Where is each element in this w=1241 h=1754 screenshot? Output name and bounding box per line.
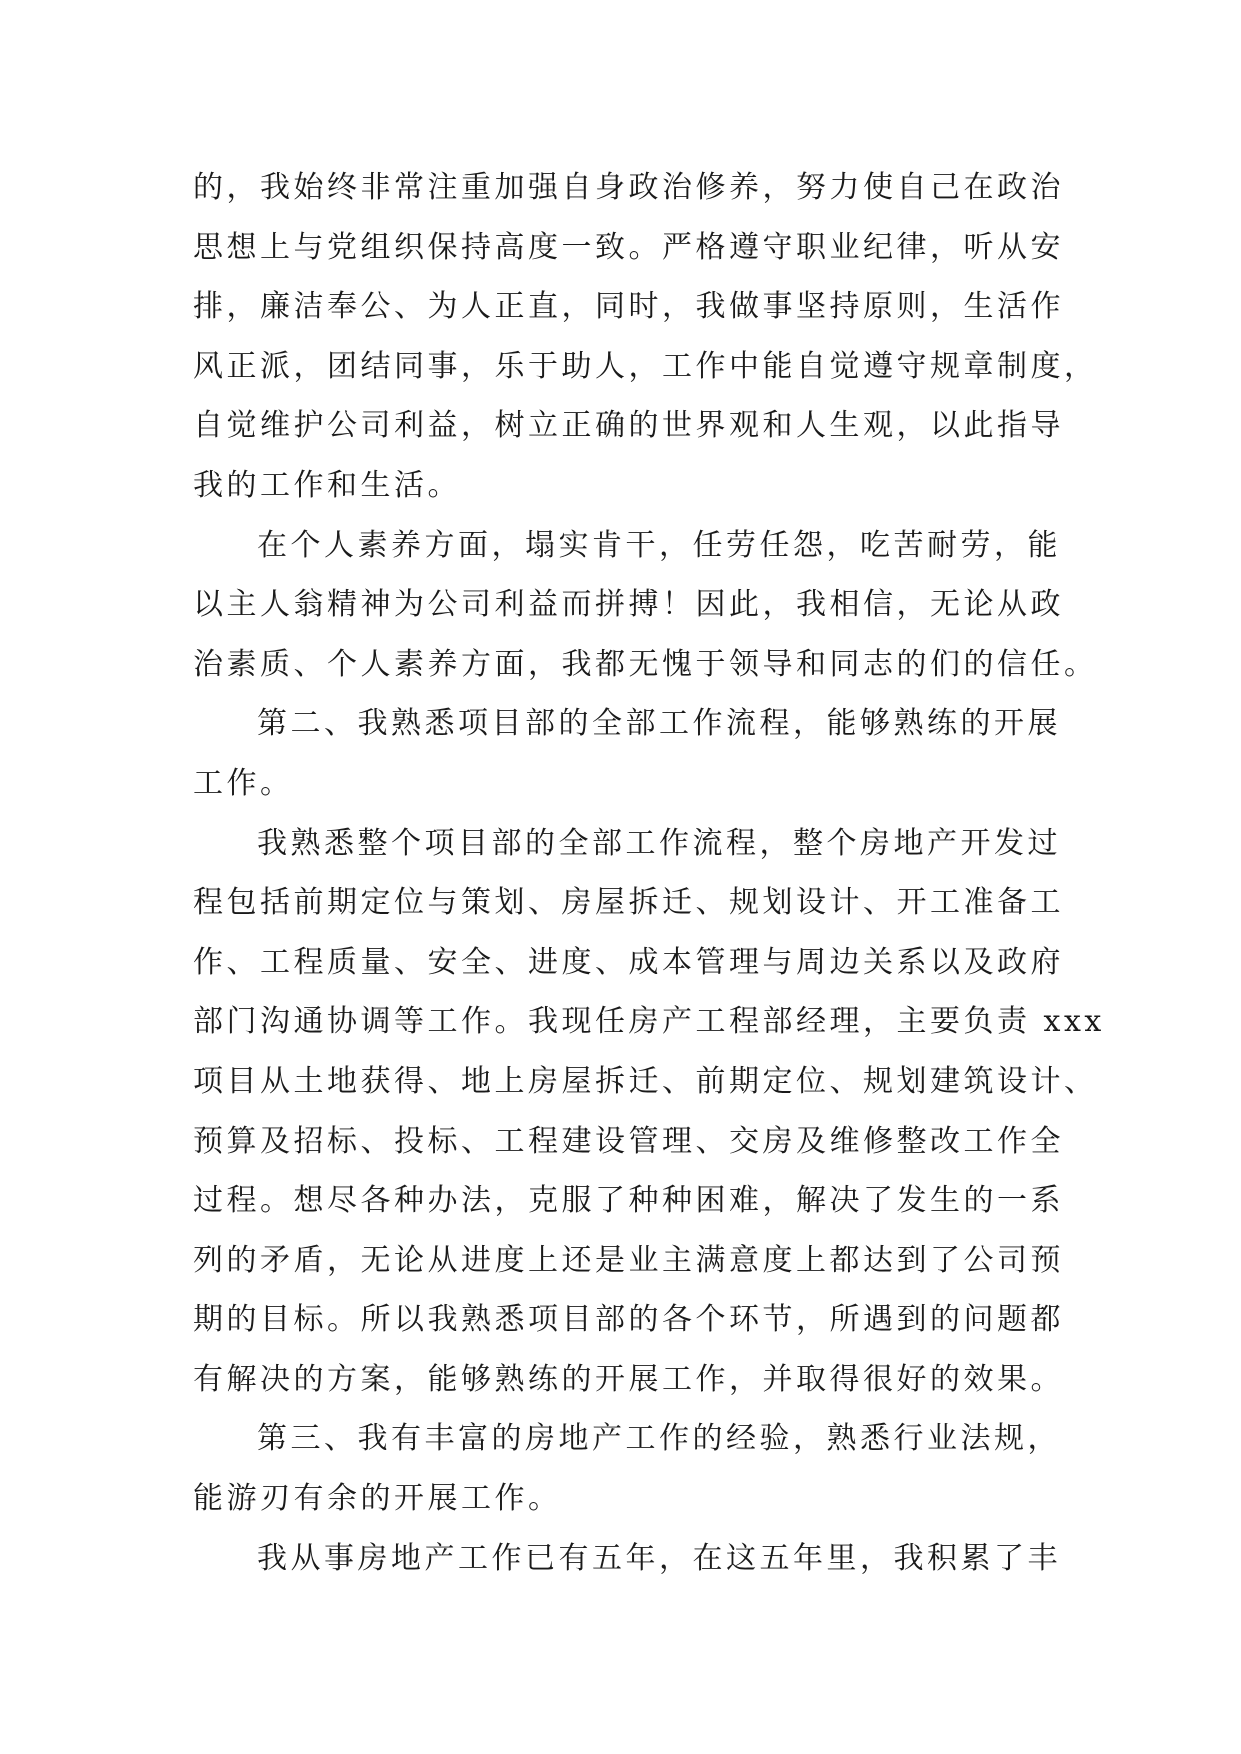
text-line: 我的工作和生活。 bbox=[193, 467, 461, 503]
text-line: 预算及招标、投标、工程建设管理、交房及维修整改工作全 bbox=[193, 1123, 1064, 1159]
body-text bbox=[193, 158, 1105, 1588]
text-line: 项目从土地获得、地上房屋拆迁、前期定位、规划建筑设计、 bbox=[193, 1063, 1098, 1099]
text-line: 排，廉洁奉公、为人正直，同时，我做事坚持原则，生活作 bbox=[193, 289, 1064, 325]
section-heading-line: 工作。 bbox=[193, 765, 294, 801]
text-line: 有解决的方案，能够熟练的开展工作，并取得很好的效果。 bbox=[193, 1361, 1064, 1397]
text-line: 作、工程质量、安全、进度、成本管理与周边关系以及政府 bbox=[193, 944, 1064, 980]
text-line: 思想上与党组织保持高度一致。严格遵守职业纪律，听从安 bbox=[193, 229, 1064, 265]
text-line: 列的矛盾，无论从进度上还是业主满意度上都达到了公司预 bbox=[193, 1242, 1064, 1278]
text-line: 风正派，团结同事，乐于助人，工作中能自觉遵守规章制度， bbox=[193, 348, 1098, 384]
text-line: 期的目标。所以我熟悉项目部的各个环节，所遇到的问题都 bbox=[193, 1302, 1064, 1338]
text-line: 以主人翁精神为公司利益而拼搏！因此，我相信，无论从政 bbox=[193, 587, 1064, 623]
text-line: 程包括前期定位与策划、房屋拆迁、规划设计、开工准备工 bbox=[193, 885, 1064, 921]
text-line: 部门沟通协调等工作。我现任房产工程部经理，主要负责 xxx bbox=[193, 1004, 1105, 1040]
section-heading-line: 能游刃有余的开展工作。 bbox=[193, 1481, 562, 1517]
text-line: 我从事房地产工作已有五年，在这五年里，我积累了丰 bbox=[257, 1540, 1061, 1576]
text-line: 过程。想尽各种办法，克服了种种困难，解决了发生的一系 bbox=[193, 1183, 1064, 1219]
text-line: 治素质、个人素养方面，我都无愧于领导和同志的们的信任。 bbox=[193, 646, 1098, 682]
section-heading-line: 第三、我有丰富的房地产工作的经验，熟悉行业法规， bbox=[257, 1421, 1061, 1457]
text-line: 自觉维护公司利益，树立正确的世界观和人生观，以此指导 bbox=[193, 408, 1064, 444]
text-line: 我熟悉整个项目部的全部工作流程，整个房地产开发过 bbox=[257, 825, 1061, 861]
section-heading-line: 第二、我熟悉项目部的全部工作流程，能够熟练的开展 bbox=[257, 706, 1061, 742]
text-line: 的，我始终非常注重加强自身政治修养，努力使自己在政治 bbox=[193, 170, 1064, 205]
text-line: 在个人素养方面，塌实肯干，任劳任怨，吃苦耐劳，能 bbox=[257, 527, 1061, 563]
